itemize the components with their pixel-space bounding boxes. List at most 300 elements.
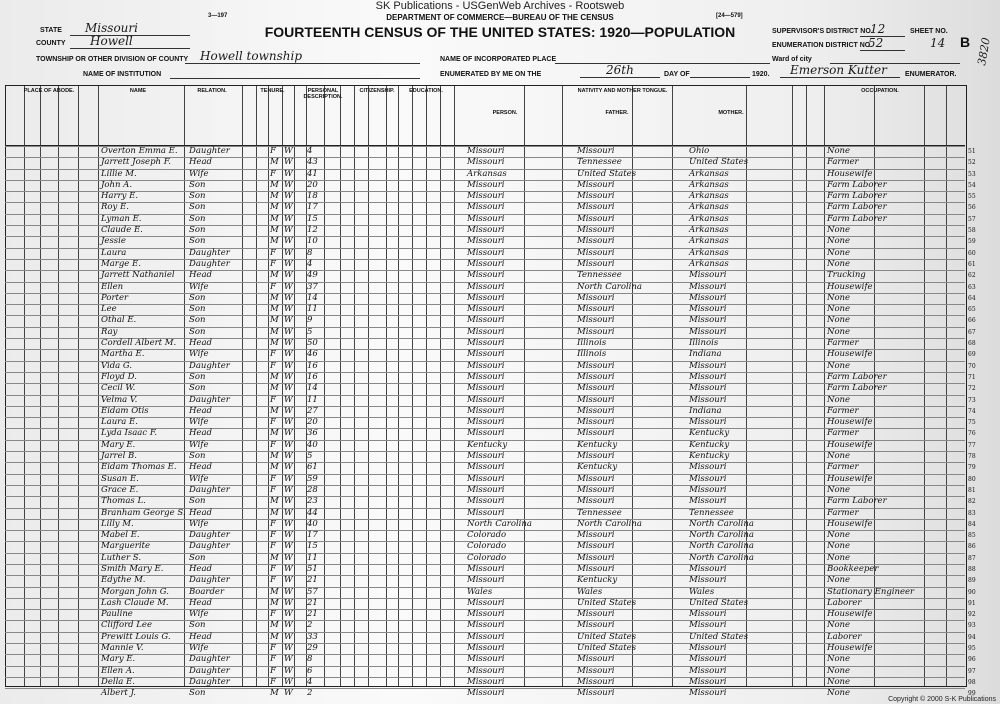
- line-number: 75: [968, 419, 976, 427]
- cell-mpob: Missouri: [689, 304, 727, 315]
- cell-race: W: [284, 451, 293, 462]
- cell-fpob: Missouri: [577, 428, 615, 439]
- cell-rel: Wife: [189, 643, 209, 654]
- cell-pob: Colorado: [467, 552, 507, 563]
- cell-name: Albert J.: [101, 688, 136, 699]
- cell-occ: None: [827, 654, 851, 665]
- cell-fpob: Missouri: [577, 609, 615, 620]
- cell-sex: F: [270, 575, 276, 586]
- line-number: 91: [968, 599, 976, 607]
- cell-occ: None: [827, 530, 851, 541]
- cell-race: W: [284, 676, 293, 687]
- cell-pob: Kentucky: [467, 439, 508, 450]
- cell-name: Cordell Albert M.: [101, 338, 177, 349]
- cell-age: 2: [307, 688, 313, 699]
- line-number: 66: [968, 317, 976, 325]
- cell-age: 10: [307, 236, 318, 247]
- cell-age: 4: [307, 676, 313, 687]
- cell-rel: Head: [189, 338, 212, 349]
- cell-fpob: Missouri: [577, 292, 615, 303]
- table-row: [5, 451, 976, 462]
- cell-fpob: North Carolina: [577, 518, 642, 529]
- subsection-person: PERSON.: [492, 110, 518, 116]
- cell-fpob: Missouri: [577, 371, 615, 382]
- table-row: [5, 179, 976, 191]
- cell-occ: Farm Laborer: [827, 191, 887, 202]
- enumerator-label: ENUMERATOR.: [905, 71, 957, 78]
- cell-race: W: [284, 371, 293, 382]
- year-label: 1920.: [752, 71, 770, 78]
- cell-sex: M: [270, 631, 279, 642]
- cell-fpob: United States: [577, 631, 637, 642]
- corner-number: 3820: [975, 36, 993, 67]
- cell-rel: Daughter: [189, 676, 230, 687]
- cell-name: Lee: [101, 304, 117, 315]
- cell-occ: None: [827, 394, 851, 405]
- cell-race: W: [284, 609, 293, 620]
- cell-race: W: [284, 688, 293, 699]
- cell-age: 8: [307, 654, 313, 665]
- cell-mpob: United States: [689, 631, 749, 642]
- cell-mpob: Arkansas: [689, 225, 729, 236]
- cell-rel: Son: [189, 236, 206, 247]
- line-number: 72: [968, 385, 976, 393]
- cell-pob: Arkansas: [467, 168, 507, 179]
- cell-sex: M: [270, 202, 279, 213]
- cell-sex: F: [270, 563, 276, 574]
- cell-occ: Housewife: [827, 609, 873, 620]
- cell-sex: F: [270, 484, 276, 495]
- cell-fpob: Missouri: [577, 405, 615, 416]
- cell-race: W: [284, 405, 293, 416]
- cell-fpob: Missouri: [577, 394, 615, 405]
- cell-pob: Missouri: [467, 462, 505, 473]
- cell-fpob: Missouri: [577, 496, 615, 507]
- cell-sex: F: [270, 349, 276, 360]
- cell-pob: Missouri: [467, 360, 505, 371]
- cell-pob: Missouri: [467, 609, 505, 620]
- cell-mpob: Missouri: [689, 394, 727, 405]
- cell-pob: Colorado: [467, 541, 507, 552]
- cell-fpob: United States: [577, 168, 637, 179]
- line-number: 87: [968, 554, 976, 562]
- table-row: [5, 338, 976, 349]
- cell-rel: Son: [189, 202, 206, 213]
- line-number: 95: [968, 645, 976, 653]
- cell-race: W: [284, 552, 293, 563]
- cell-occ: Bookkeeper: [827, 563, 879, 574]
- cell-name: Claude E.: [101, 225, 143, 236]
- line-number: 94: [968, 633, 976, 641]
- form-number: 3—197: [208, 13, 228, 19]
- cell-occ: Farmer: [827, 428, 859, 439]
- table-row: [5, 236, 976, 247]
- cell-rel: Son: [189, 326, 206, 337]
- cell-age: 46: [307, 349, 318, 360]
- cell-pob: Missouri: [467, 496, 505, 507]
- census-title: FOURTEENTH CENSUS OF THE UNITED STATES: 1920—POPULATION: [264, 24, 736, 40]
- cell-rel: Wife: [189, 439, 209, 450]
- cell-name: Thomas L.: [101, 496, 146, 507]
- cell-fpob: Missouri: [577, 451, 615, 462]
- line-number: 99: [968, 690, 976, 698]
- cell-race: W: [284, 179, 293, 190]
- cell-age: 12: [307, 225, 318, 236]
- cell-race: W: [284, 225, 293, 236]
- line-number: 93: [968, 622, 976, 630]
- line-number: 85: [968, 532, 976, 540]
- section-citizenship: CITIZENSHIP.: [359, 88, 395, 94]
- cell-mpob: North Carolina: [689, 541, 754, 552]
- cell-mpob: Arkansas: [689, 213, 729, 224]
- cell-sex: M: [270, 304, 279, 315]
- cell-race: W: [284, 315, 293, 326]
- enumerated-label: ENUMERATED BY ME ON THE: [440, 71, 542, 78]
- line-number: 73: [968, 396, 976, 404]
- cell-fpob: Wales: [577, 586, 603, 597]
- cell-fpob: United States: [577, 643, 637, 654]
- county-value: Howell: [90, 34, 133, 48]
- table-row: [5, 247, 976, 259]
- line-number: 82: [968, 498, 976, 506]
- line-number: 80: [968, 475, 976, 483]
- cell-mpob: Missouri: [689, 270, 727, 281]
- table-row: [5, 417, 976, 428]
- incorporated-label: NAME OF INCORPORATED PLACE: [440, 56, 557, 63]
- cell-fpob: Illinois: [577, 338, 607, 349]
- cell-rel: Head: [189, 563, 212, 574]
- cell-name: Edythe M.: [101, 575, 146, 586]
- line-number: 74: [968, 407, 976, 415]
- cell-pob: Missouri: [467, 225, 505, 236]
- cell-sex: M: [270, 338, 279, 349]
- cell-mpob: Tennessee: [689, 507, 734, 518]
- table-row: [5, 473, 976, 485]
- line-number: 56: [968, 204, 976, 212]
- cell-name: Susan E.: [101, 473, 139, 484]
- table-row: [5, 643, 976, 654]
- table-row: [5, 518, 976, 530]
- enumerated-day: 26th: [606, 63, 634, 77]
- cell-mpob: Missouri: [689, 473, 727, 484]
- cell-pob: Missouri: [467, 665, 505, 676]
- line-number: 86: [968, 543, 976, 551]
- cell-race: W: [284, 643, 293, 654]
- cell-sex: M: [270, 270, 279, 281]
- line-number: 60: [968, 249, 976, 257]
- cell-pob: Missouri: [467, 597, 505, 608]
- cell-fpob: Missouri: [577, 360, 615, 371]
- cell-mpob: North Carolina: [689, 552, 754, 563]
- cell-occ: Farm Laborer: [827, 179, 887, 190]
- cell-mpob: Arkansas: [689, 258, 729, 269]
- table-row: [5, 315, 976, 326]
- cell-occ: Housewife: [827, 168, 873, 179]
- cell-sex: F: [270, 146, 276, 156]
- cell-age: 59: [307, 473, 318, 484]
- cell-pob: North Carolina: [467, 518, 532, 529]
- cell-name: Morgan John G.: [101, 586, 169, 597]
- cell-fpob: Tennessee: [577, 157, 622, 168]
- line-number: 59: [968, 238, 976, 246]
- cell-sex: M: [270, 236, 279, 247]
- cell-pob: Missouri: [467, 405, 505, 416]
- cell-age: 11: [307, 552, 318, 563]
- line-number: 57: [968, 215, 976, 223]
- sheet-letter: B: [960, 34, 971, 50]
- cell-sex: M: [270, 496, 279, 507]
- cell-occ: None: [827, 146, 851, 156]
- cell-name: Roy E.: [101, 202, 129, 213]
- cell-age: 23: [307, 496, 318, 507]
- cell-rel: Daughter: [189, 530, 230, 541]
- cell-sex: M: [270, 620, 279, 631]
- institution-label: NAME OF INSTITUTION: [83, 71, 162, 78]
- cell-occ: None: [827, 258, 851, 269]
- table-row: [5, 202, 976, 213]
- cell-name: Porter: [101, 292, 129, 303]
- cell-mpob: Missouri: [689, 676, 727, 687]
- cell-name: Martha E.: [101, 349, 145, 360]
- cell-rel: Son: [189, 191, 206, 202]
- cell-mpob: Missouri: [689, 360, 727, 371]
- cell-age: 57: [307, 586, 318, 597]
- line-number: 89: [968, 577, 976, 585]
- cell-pob: Missouri: [467, 417, 505, 428]
- table-row: [5, 304, 976, 315]
- cell-name: Ray: [101, 326, 118, 337]
- cell-age: 4: [307, 258, 313, 269]
- cell-fpob: Missouri: [577, 417, 615, 428]
- cell-mpob: Missouri: [689, 654, 727, 665]
- cell-age: 40: [307, 439, 318, 450]
- cell-age: 21: [307, 609, 318, 620]
- line-number: 92: [968, 611, 976, 619]
- cell-occ: Housewife: [827, 439, 873, 450]
- cell-rel: Son: [189, 688, 206, 699]
- cell-age: 5: [307, 326, 313, 337]
- cell-race: W: [284, 654, 293, 665]
- cell-fpob: Kentucky: [577, 439, 618, 450]
- cell-age: 36: [307, 428, 318, 439]
- line-number: 77: [968, 441, 976, 449]
- cell-sex: F: [270, 258, 276, 269]
- cell-fpob: Missouri: [577, 213, 615, 224]
- cell-rel: Boarder: [189, 586, 225, 597]
- cell-occ: Farmer: [827, 507, 859, 518]
- cell-pob: Missouri: [467, 191, 505, 202]
- cell-race: W: [284, 507, 293, 518]
- cell-pob: Missouri: [467, 157, 505, 168]
- county-label: COUNTY: [36, 40, 66, 47]
- cell-race: W: [284, 168, 293, 179]
- cell-sex: F: [270, 676, 276, 687]
- cell-race: W: [284, 202, 293, 213]
- cell-rel: Daughter: [189, 360, 230, 371]
- cell-name: Lyman E.: [101, 213, 142, 224]
- section-education: EDUCATION.: [409, 88, 443, 94]
- cell-rel: Daughter: [189, 541, 230, 552]
- cell-name: Eidam Otis: [101, 405, 149, 416]
- supervisor-value: 12: [870, 22, 886, 36]
- cell-fpob: Missouri: [577, 179, 615, 190]
- table-row: [5, 484, 976, 496]
- cell-age: 37: [307, 281, 318, 292]
- table-row: [5, 146, 976, 157]
- cell-mpob: Ohio: [689, 146, 710, 156]
- cell-race: W: [284, 360, 293, 371]
- cell-age: 40: [307, 518, 318, 529]
- cell-race: W: [284, 586, 293, 597]
- cell-name: Ellen: [101, 281, 124, 292]
- line-number: 62: [968, 272, 976, 280]
- cell-pob: Missouri: [467, 688, 505, 699]
- state-value: Missouri: [85, 21, 138, 35]
- subsection-mother: MOTHER.: [718, 110, 744, 116]
- table-row: [5, 428, 976, 439]
- cell-rel: Son: [189, 315, 206, 326]
- cell-age: 50: [307, 338, 318, 349]
- department-heading: DEPARTMENT OF COMMERCE—BUREAU OF THE CENSUS: [386, 13, 614, 22]
- enumerator-name: Emerson Kutter: [790, 63, 887, 77]
- table-row: [5, 609, 976, 620]
- cell-age: 11: [307, 394, 318, 405]
- line-number: 69: [968, 351, 976, 359]
- form-code: [24—579]: [716, 13, 743, 19]
- cell-fpob: United States: [577, 597, 637, 608]
- cell-rel: Head: [189, 270, 212, 281]
- cell-pob: Missouri: [467, 349, 505, 360]
- cell-mpob: Missouri: [689, 575, 727, 586]
- cell-sex: M: [270, 451, 279, 462]
- cell-occ: Housewife: [827, 643, 873, 654]
- cell-pob: Missouri: [467, 371, 505, 382]
- table-row: [5, 191, 976, 202]
- cell-occ: None: [827, 620, 851, 631]
- cell-pob: Missouri: [467, 620, 505, 631]
- cell-rel: Wife: [189, 417, 209, 428]
- cell-race: W: [284, 258, 293, 269]
- cell-rel: Son: [189, 552, 206, 563]
- cell-name: Vida G.: [101, 360, 133, 371]
- cell-age: 41: [307, 168, 318, 179]
- cell-sex: M: [270, 462, 279, 473]
- cell-rel: Son: [189, 213, 206, 224]
- cell-name: Eidam Thomas E.: [101, 462, 177, 473]
- line-number: 51: [968, 148, 976, 155]
- table-row: [5, 383, 976, 394]
- cell-race: W: [284, 541, 293, 552]
- ward-label: Ward of city: [772, 56, 812, 63]
- cell-pob: Missouri: [467, 315, 505, 326]
- cell-pob: Missouri: [467, 507, 505, 518]
- cell-fpob: North Carolina: [577, 281, 642, 292]
- cell-age: 21: [307, 575, 318, 586]
- cell-sex: F: [270, 654, 276, 665]
- cell-age: 11: [307, 304, 318, 315]
- cell-race: W: [284, 394, 293, 405]
- supervisor-label: SUPERVISOR'S DISTRICT NO.: [772, 28, 873, 35]
- cell-race: W: [284, 518, 293, 529]
- cell-pob: Missouri: [467, 213, 505, 224]
- cell-occ: None: [827, 304, 851, 315]
- cell-fpob: Missouri: [577, 258, 615, 269]
- cell-rel: Head: [189, 507, 212, 518]
- table-row: [5, 270, 976, 281]
- table-row: [5, 439, 976, 451]
- cell-occ: Laborer: [827, 597, 862, 608]
- table-row: [5, 563, 976, 575]
- cell-race: W: [284, 473, 293, 484]
- cell-rel: Wife: [189, 518, 209, 529]
- table-row: [5, 292, 976, 304]
- table-row: [5, 405, 976, 417]
- cell-name: Jarrett Joseph F.: [101, 157, 171, 168]
- cell-name: Prewitt Louis G.: [101, 631, 171, 642]
- table-row: [5, 597, 976, 609]
- cell-age: 5: [307, 451, 313, 462]
- census-rows: [5, 146, 976, 700]
- cell-rel: Wife: [189, 349, 209, 360]
- cell-mpob: Illinois: [689, 338, 719, 349]
- cell-occ: None: [827, 326, 851, 337]
- cell-race: W: [284, 620, 293, 631]
- line-number: 79: [968, 464, 976, 472]
- line-number: 96: [968, 656, 976, 664]
- cell-pob: Missouri: [467, 484, 505, 495]
- cell-fpob: Kentucky: [577, 462, 618, 473]
- cell-sex: F: [270, 439, 276, 450]
- cell-rel: Head: [189, 597, 212, 608]
- cell-name: Ellen A.: [101, 665, 135, 676]
- cell-race: W: [284, 191, 293, 202]
- cell-rel: Son: [189, 620, 206, 631]
- cell-fpob: Missouri: [577, 552, 615, 563]
- cell-pob: Missouri: [467, 179, 505, 190]
- cell-sex: M: [270, 428, 279, 439]
- cell-fpob: Missouri: [577, 304, 615, 315]
- cell-race: W: [284, 417, 293, 428]
- cell-pob: Colorado: [467, 530, 507, 541]
- cell-pob: Missouri: [467, 338, 505, 349]
- cell-age: 28: [307, 484, 318, 495]
- cell-pob: Missouri: [467, 304, 505, 315]
- cell-fpob: Missouri: [577, 383, 615, 394]
- cell-name: Jarrel B.: [101, 451, 138, 462]
- cell-mpob: Kentucky: [689, 439, 730, 450]
- cell-occ: Housewife: [827, 417, 873, 428]
- cell-name: Floyd D.: [101, 371, 137, 382]
- cell-race: W: [284, 281, 293, 292]
- line-number: 67: [968, 328, 976, 336]
- cell-pob: Missouri: [467, 202, 505, 213]
- cell-race: W: [284, 304, 293, 315]
- cell-sex: F: [270, 530, 276, 541]
- table-row: [5, 688, 976, 699]
- state-label: STATE: [40, 27, 62, 34]
- cell-race: W: [284, 270, 293, 281]
- cell-name: Grace E.: [101, 484, 139, 495]
- section-personal: PERSONAL DESCRIPTION.: [303, 88, 343, 100]
- cell-race: W: [284, 326, 293, 337]
- line-number: 78: [968, 453, 976, 461]
- table-row: [5, 507, 976, 519]
- cell-occ: Farm Laborer: [827, 371, 887, 382]
- cell-age: 17: [307, 530, 318, 541]
- cell-race: W: [284, 247, 293, 258]
- cell-pob: Missouri: [467, 631, 505, 642]
- cell-pob: Missouri: [467, 428, 505, 439]
